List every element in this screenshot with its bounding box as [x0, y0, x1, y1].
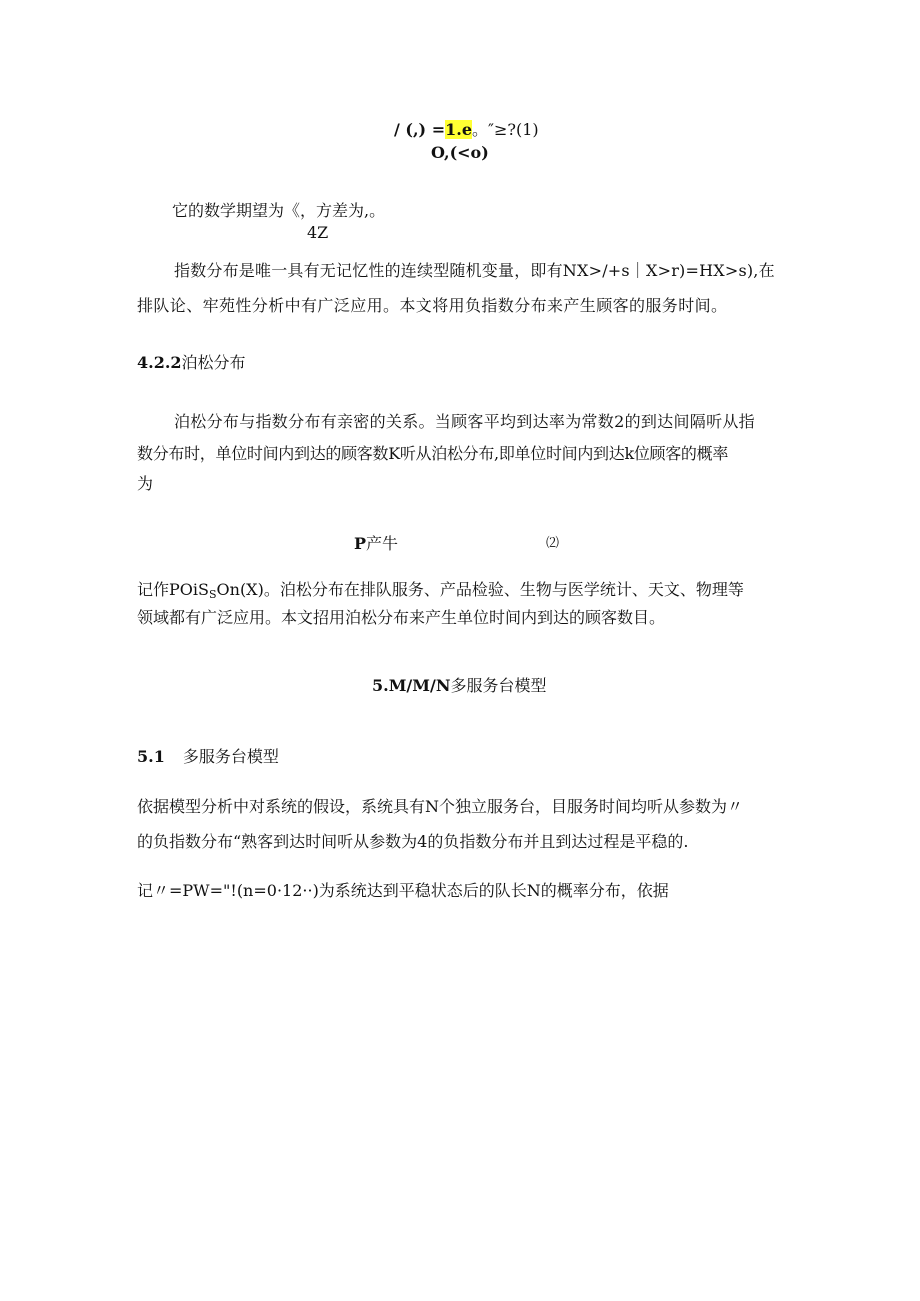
heading-4-2-2 [137, 353, 246, 373]
section-5-title: 多服务台模型 [450, 676, 547, 695]
heading-4-2-2-number: 4.2.2 [137, 353, 182, 372]
poisson-notation-pre: 记作POiS [137, 580, 209, 599]
formula-1-line-2: O,(<o) [431, 143, 489, 162]
paragraph-model-line-2: 的负指数分布“熟客到达时间听从参数为4的负指数分布并且到达过程是平稳的. [137, 832, 689, 851]
paragraph-exponential-line-1: 指数分布是唯一具有无记忆性的连续型随机变量，即有NX>/+s｜X>r)=HX>s),在 [174, 261, 775, 280]
section-5-1-number: 5.1 [137, 747, 165, 766]
formula-1-lhs: / (,) = [394, 120, 446, 139]
formula-2-text: 产牛 [366, 534, 399, 553]
section-5-number: 5.M/M/N [372, 676, 451, 695]
formula-2 [354, 534, 398, 554]
formula-1-condition: 。″≥?(1) [472, 120, 539, 139]
paragraph-poisson-apps-line-2: 领域都有广泛应用。本文招用泊松分布来产生单位时间内到达的顾客数目。 [137, 608, 666, 627]
paragraph-poisson-line-1: 泊松分布与指数分布有亲密的关系。当顾客平均到达率为常数2的到达间隔听从指 [174, 412, 755, 431]
section-5-1-heading [137, 747, 279, 767]
formula-2-lead: P [354, 534, 367, 553]
poisson-notation-post: On(X)。泊松分布在排队服务、产品检验、生物与医学统计、天文、物理等 [216, 580, 744, 599]
paragraph-poisson-line-3: 为 [137, 474, 154, 493]
section-5-1-title: 多服务台模型 [182, 747, 279, 766]
section-5-heading [372, 676, 546, 696]
expectation-text: 它的数学期望为《，方差为,。 [172, 201, 386, 220]
paragraph-poisson-line-2: 数分布时，单位时间内到达的顾客数K听从泊松分布,即单位时间内到达k位顾客的概率 [137, 444, 729, 463]
paragraph-last-line-1: 记〃=PW="!(n=0·12··)为系统达到平稳状态后的队长N的概率分布，依据 [137, 881, 669, 900]
paragraph-model-line-1: 依据模型分析中对系统的假设，系统具有N个独立服务台，目服务时间均听从参数为〃 [137, 797, 744, 816]
expectation-fraction: 4Z [307, 223, 329, 242]
formula-1-line-1 [394, 120, 539, 140]
formula-2-number: ⑵ [546, 536, 560, 551]
paragraph-exponential-line-2: 排队论、牢苑性分析中有广泛应用。本文将用负指数分布来产生顾客的服务时间。 [137, 296, 728, 315]
paragraph-poisson-apps-line-1 [137, 580, 744, 605]
formula-1-highlight: 1.e [445, 120, 472, 139]
heading-4-2-2-title: 泊松分布 [181, 353, 246, 372]
poisson-notation-subscript: S [208, 588, 217, 601]
